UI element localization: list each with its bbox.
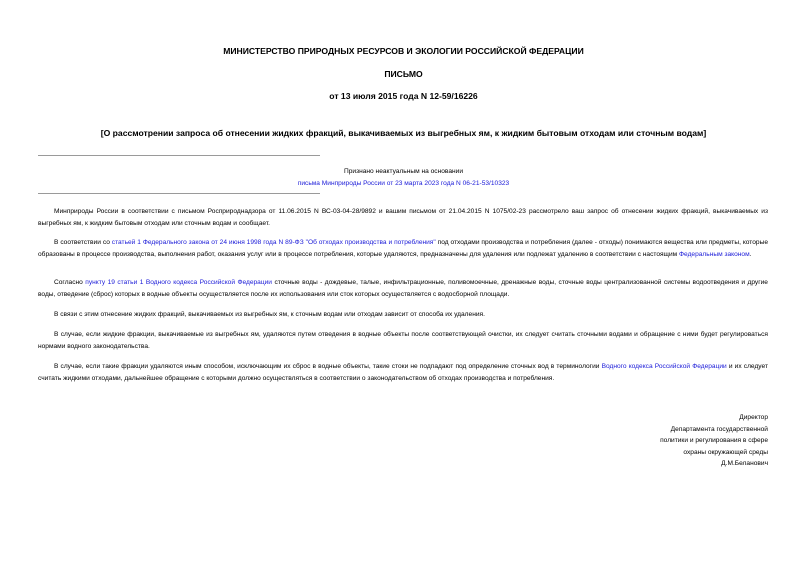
paragraph-6-text-b: и их следует считать жидкими отходами, дальнейшее обращение с которыми должно осуществляться в соответствии о законодательством об отходах производства и потребления. (38, 363, 768, 382)
status-note: Признано неактуальным на основании (343, 168, 464, 175)
ministry-title: МИНИСТЕРСТВО ПРИРОДНЫХ РЕСУРСОВ И ЭКОЛОГИИ РОССИЙСКОЙ ФЕДЕРАЦИИ (223, 46, 584, 56)
status-link-line (0, 178, 807, 190)
water-code-article-link[interactable]: пункту 19 статьи 1 Водного кодекса Российской Федерации (85, 279, 272, 286)
paragraph-2-text-a: В соответствии со (54, 239, 112, 246)
paragraph-3 (38, 277, 768, 301)
signature-department-1: Департамента государственной (670, 425, 768, 433)
status-link[interactable]: письма Минприроды России от 23 марта 2023 года N 06-21-53/10323 (297, 180, 510, 187)
document-type: ПИСЬМО (384, 69, 423, 79)
document-subject: [О рассмотрении запроса об отнесении жидких фракций, выкачиваемых из выгребных ям, к жидким бытовым отходам или сточным водам] (100, 128, 707, 138)
paragraph-2-text-b: под отходами производства и потребления (далее - отходы) понимаются вещества или предметы, которые образованы в процессе производства, выполнения работ, оказания услуг или в процессе потребления, которые удаляются, предназначены для удаления или подлежат удалению в соответствии с настоящим (38, 239, 768, 258)
paragraph-6-text-a: В случае, если такие фракции удаляются иным способом, исключающим их сброс в водные объекты, такие стоки не подпадают под определение сточных вод в терминологии (54, 363, 602, 370)
paragraph-3-text-b: сточные воды - дождевые, талые, инфильтрационные, поливомоечные, дренажные воды, сточные воды централизованной системы водоотведения и другие воды, отведение (сброс) которых в водные объекты осуществляется после их использования или сток которых осуществляется с водосборной площади. (38, 279, 768, 298)
signature-name: Д.М.Беланович (721, 460, 768, 467)
paragraph-6 (38, 361, 768, 385)
water-code-link[interactable]: Водного кодекса Российской Федерации (601, 363, 727, 370)
paragraph-1: Минприроды России в соответствии с письмом Росприроднадзора от 11.06.2015 N ВС-03-04-28/9892 и вашим письмом от 21.04.2015 N 1075/02-23 рассмотрело ваш запрос об отнесении жидких фракций, выкачиваемых из выгребных ям, к жидким бытовым отходам или сточным водам и сообщает. (38, 208, 768, 227)
signature-block (660, 412, 768, 470)
federal-law-link[interactable]: Федеральным законом (679, 251, 750, 258)
paragraph-2-text-c: . (749, 251, 752, 258)
signature-department-3: охраны окружающей среды (683, 448, 768, 456)
divider-bottom (38, 193, 320, 194)
paragraph-3-text-a: Согласно (54, 279, 86, 286)
paragraph-2 (38, 237, 768, 261)
divider-top (38, 155, 320, 156)
signature-position: Директор (739, 414, 768, 421)
paragraph-5: В случае, если жидкие фракции, выкачиваемые из выгребных ям, удаляются путем отведения в водные объекты после соответствующей очистки, их следует считать сточными водами и обращение с ними будет регулироваться нормами водного законодательства. (38, 331, 768, 350)
document-date-number: от 13 июля 2015 года N 12-59/16226 (329, 91, 478, 101)
signature-department-2: политики и регулирования в сфере (660, 437, 768, 444)
paragraph-4: В связи с этим отнесение жидких фракций, выкачиваемых из выгребных ям, к сточным водам или отходам зависит от способа их удаления. (54, 311, 485, 318)
law-89fz-article-1-link[interactable]: статьей 1 Федерального закона от 24 июня 1998 года N 89-ФЗ "Об отходах производства и потребления" (111, 239, 436, 246)
